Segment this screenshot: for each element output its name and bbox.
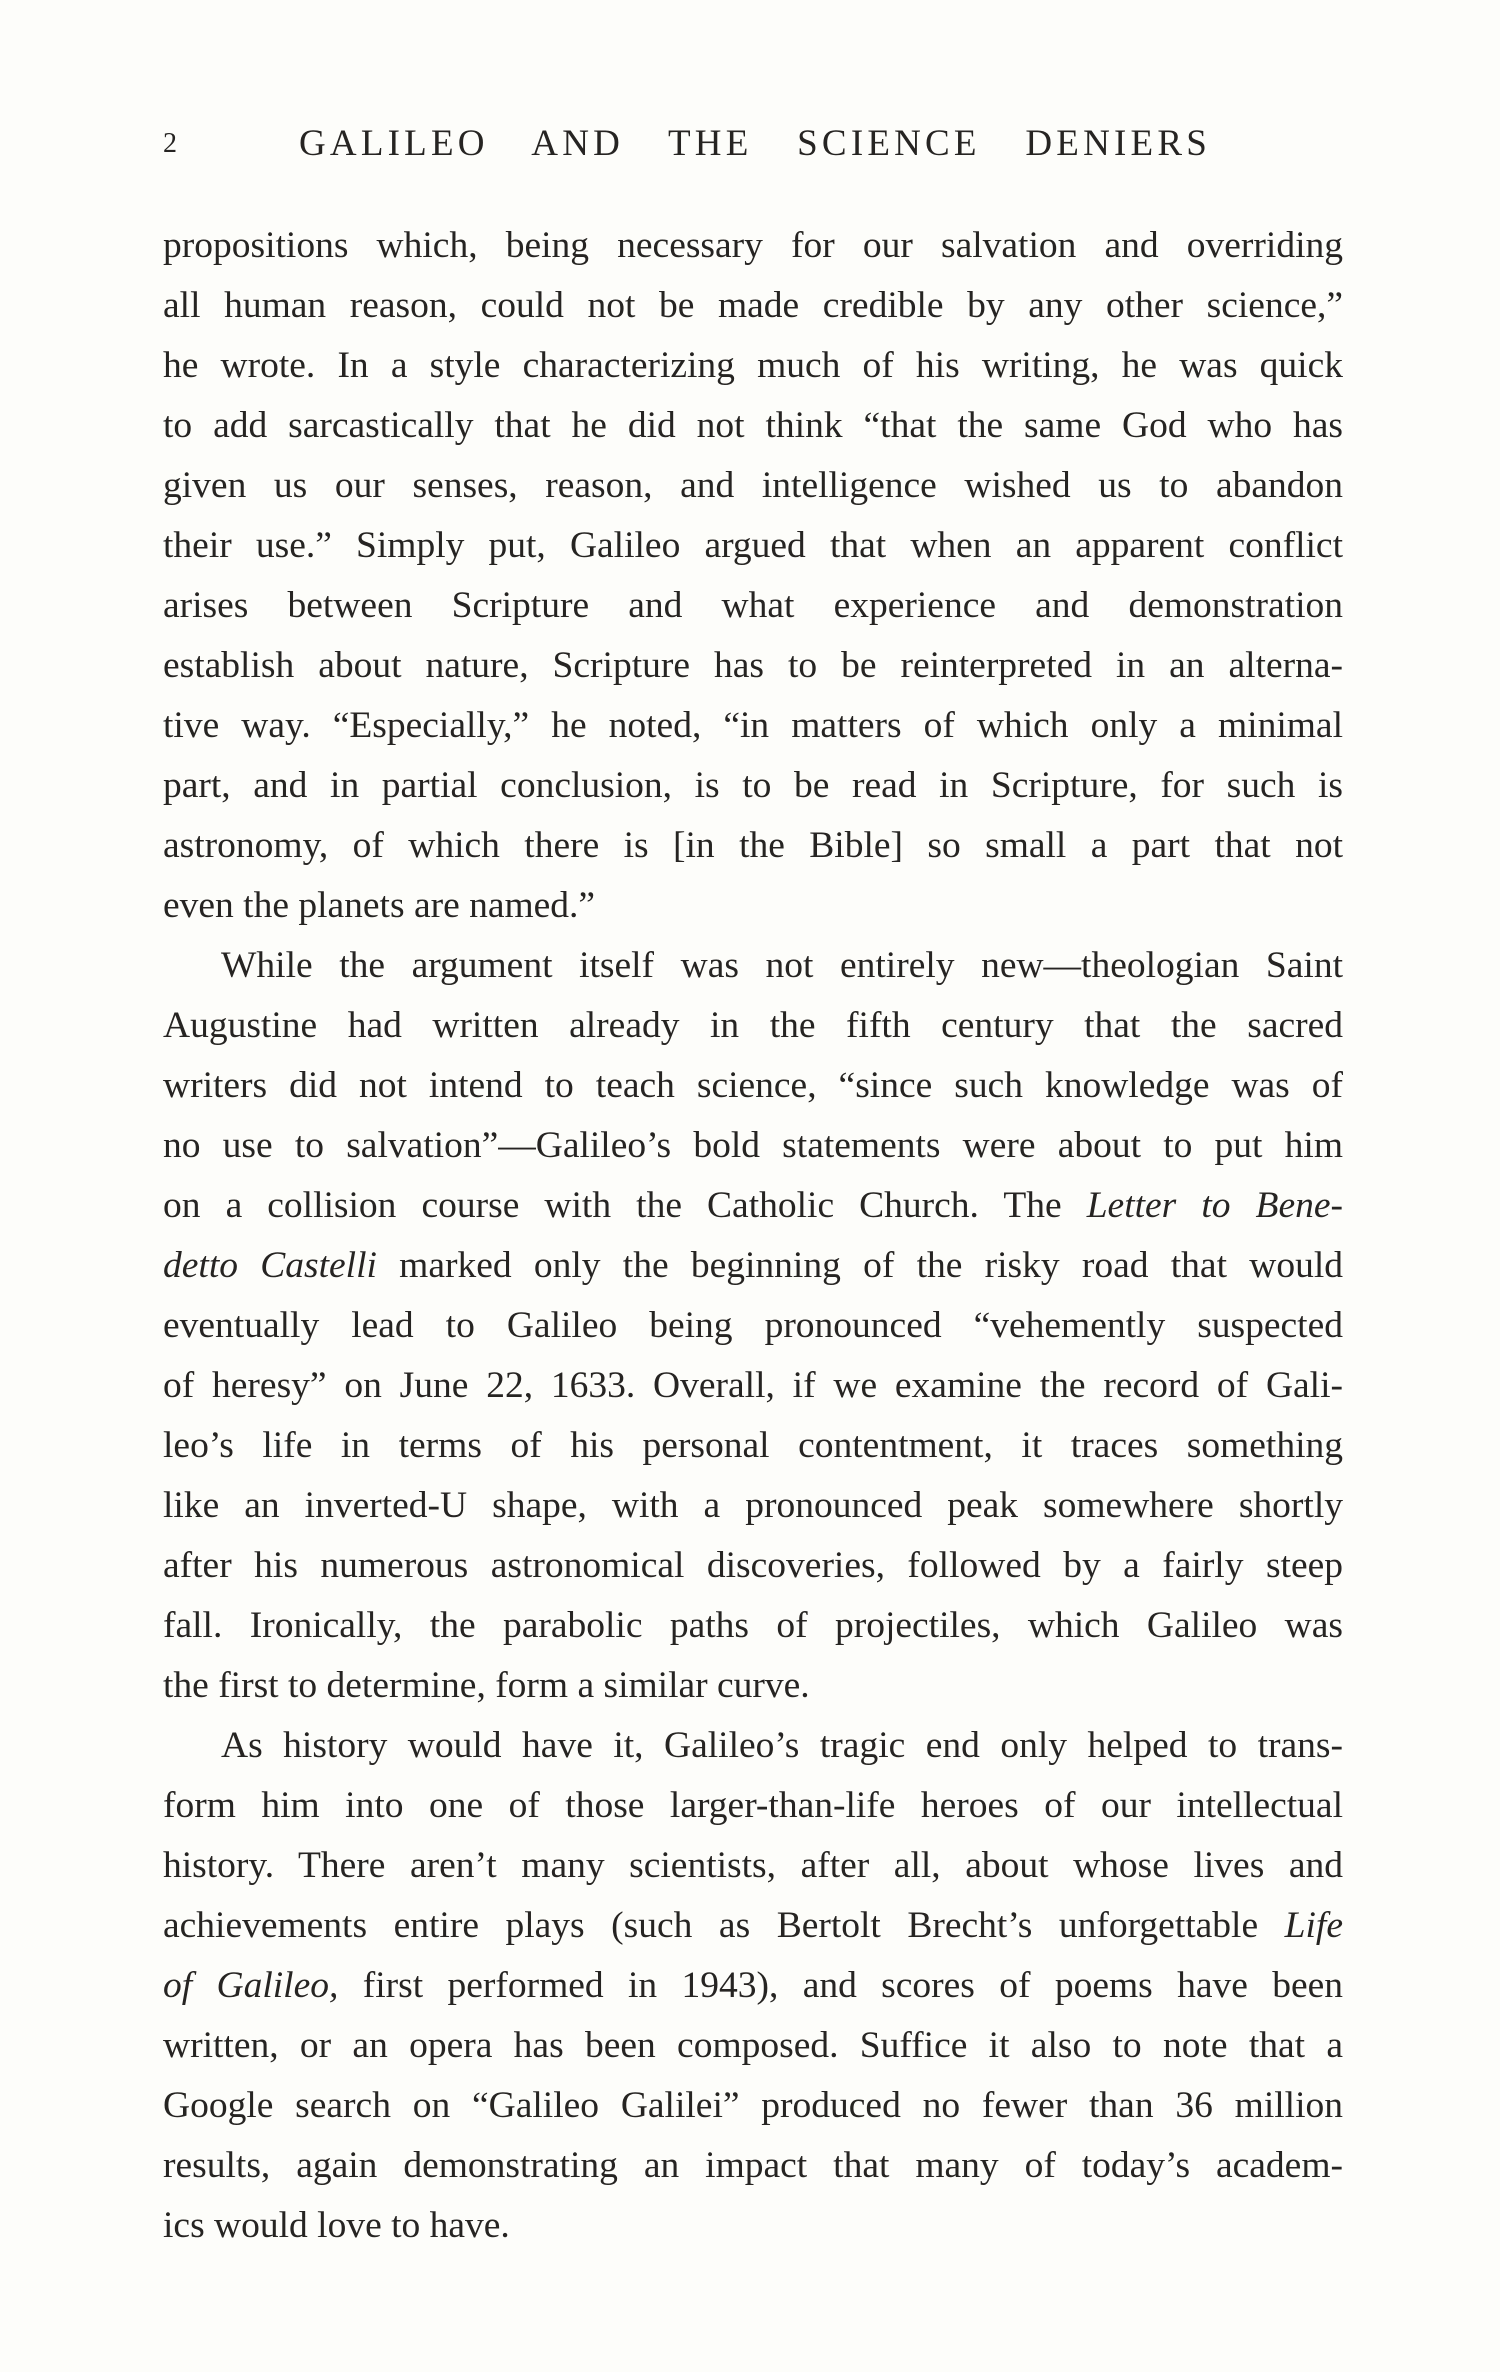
- text-segment: he wrote. In a style characterizing much of his writing, he was quick: [163, 345, 1343, 386]
- text-segment: arises between Scripture and what experience and demonstration: [163, 585, 1343, 626]
- text-line: [163, 516, 1343, 576]
- text-line: [163, 1296, 1343, 1356]
- text-segment: even the planets are named.”: [163, 885, 596, 926]
- text-segment: leo’s life in terms of his personal contentment, it traces something: [163, 1425, 1343, 1466]
- text-segment: on a collision course with the Catholic Church. The: [163, 1185, 1087, 1226]
- text-segment: all human reason, could not be made credible by any other science,”: [163, 285, 1343, 326]
- text-line: [163, 1176, 1343, 1236]
- text-line: [163, 1056, 1343, 1116]
- text-line: [163, 1656, 1343, 1716]
- text-line: [163, 2136, 1343, 2196]
- text-segment: to add sarcastically that he did not think “that the same God who has: [163, 405, 1343, 446]
- text-line: [163, 1956, 1343, 2016]
- text-line: [163, 816, 1343, 876]
- text-line: [163, 1776, 1343, 1836]
- text-line: [163, 1416, 1343, 1476]
- text-segment: given us our senses, reason, and intelligence wished us to abandon: [163, 465, 1343, 506]
- text-line: [163, 876, 1343, 936]
- text-line: [163, 336, 1343, 396]
- text-segment: writers did not intend to teach science, “since such knowledge was of: [163, 1065, 1343, 1106]
- text-segment: eventually lead to Galileo being pronounced “vehemently suspected: [163, 1305, 1343, 1346]
- text-segment: no use to salvation”—Galileo’s bold statements were about to put him: [163, 1125, 1343, 1166]
- text-line: [163, 1596, 1343, 1656]
- italic-title: of Galileo,: [163, 1965, 339, 2006]
- text-segment: after his numerous astronomical discoveries, followed by a fairly steep: [163, 1545, 1343, 1586]
- text-segment: like an inverted-U shape, with a pronounced peak somewhere shortly: [163, 1485, 1343, 1526]
- text-line: [163, 576, 1343, 636]
- text-line: [163, 2076, 1343, 2136]
- text-segment: history. There aren’t many scientists, after all, about whose lives and: [163, 1845, 1343, 1886]
- text-line: [163, 996, 1343, 1056]
- text-line: [163, 1896, 1343, 1956]
- text-line: [163, 1116, 1343, 1176]
- text-segment: fall. Ironically, the parabolic paths of projectiles, which Galileo was: [163, 1605, 1343, 1646]
- text-segment: results, again demonstrating an impact that many of today’s academ-: [163, 2145, 1343, 2186]
- running-title: GALILEO AND THE SCIENCE DENIERS: [299, 123, 1211, 164]
- text-line: [163, 1536, 1343, 1596]
- text-line: [163, 276, 1343, 336]
- text-segment: form him into one of those larger-than-life heroes of our intellectual: [163, 1785, 1343, 1826]
- text-segment: astronomy, of which there is [in the Bible] so small a part that not: [163, 825, 1343, 866]
- text-segment: marked only the beginning of the risky road that would: [376, 1245, 1343, 1286]
- text-segment: the first to determine, form a similar curve.: [163, 1665, 810, 1706]
- text-segment: of heresy” on June 22, 1633. Overall, if we examine the record of Gali-: [163, 1365, 1343, 1406]
- text-segment: written, or an opera has been composed. Suffice it also to note that a: [163, 2025, 1343, 2066]
- text-segment: Augustine had written already in the fifth century that the sacred: [163, 1005, 1343, 1046]
- text-line: [163, 936, 1343, 996]
- page-number: 2: [163, 128, 177, 159]
- body-text: [163, 216, 1343, 2256]
- text-line: [163, 216, 1343, 276]
- text-segment: their use.” Simply put, Galileo argued that when an apparent conflict: [163, 525, 1343, 566]
- text-segment: propositions which, being necessary for our salvation and overriding: [163, 225, 1343, 266]
- italic-title: detto Castelli: [163, 1245, 377, 1286]
- text-segment: achievements entire plays (such as Bertolt Brecht’s unforgettable: [163, 1905, 1285, 1946]
- text-line: [163, 636, 1343, 696]
- text-segment: tive way. “Especially,” he noted, “in matters of which only a minimal: [163, 705, 1343, 746]
- text-segment: first performed in 1943), and scores of poems have been: [338, 1965, 1343, 2006]
- text-segment: As history would have it, Galileo’s tragic end only helped to trans-: [221, 1725, 1343, 1766]
- text-segment: part, and in partial conclusion, is to be read in Scripture, for such is: [163, 765, 1343, 806]
- text-line: [163, 1716, 1343, 1776]
- text-line: [163, 1356, 1343, 1416]
- text-line: [163, 1836, 1343, 1896]
- text-line: [163, 396, 1343, 456]
- text-segment: establish about nature, Scripture has to be reinterpreted in an alterna-: [163, 645, 1343, 686]
- text-segment: Google search on “Galileo Galilei” produced no fewer than 36 million: [163, 2085, 1343, 2126]
- text-line: [163, 756, 1343, 816]
- text-line: [163, 1476, 1343, 1536]
- text-line: [163, 1236, 1343, 1296]
- italic-title: Life: [1284, 1905, 1343, 1946]
- text-line: [163, 2016, 1343, 2076]
- text-line: [163, 456, 1343, 516]
- text-line: [163, 696, 1343, 756]
- italic-title: Letter to Bene-: [1086, 1185, 1343, 1226]
- text-line: [163, 2196, 1343, 2256]
- text-segment: While the argument itself was not entirely new—theologian Saint: [221, 945, 1343, 986]
- text-segment: ics would love to have.: [163, 2205, 510, 2246]
